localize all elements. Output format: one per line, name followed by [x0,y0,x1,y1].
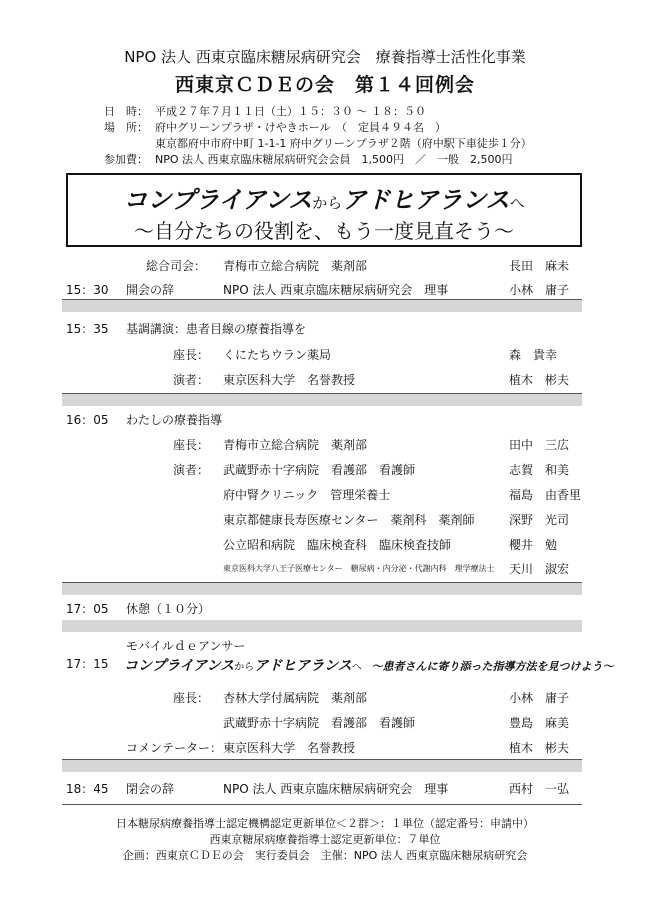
s5-talk-title [124,655,614,675]
separator-band [62,760,582,772]
s3-title: わたしの療養指導 [126,413,223,427]
s5-chair2-affiliation: 武蔵野赤十字病院 看護部 看護師 [223,716,416,730]
s2-time: 15：35 [66,322,109,336]
s2-chair-affiliation: くにたちウラン薬局 [223,348,332,362]
s3-speaker2-affiliation: 府中腎クリニック 管理栄養士 [223,488,391,502]
theme-main [68,180,580,215]
s3-chair-name: 田中 三広 [509,438,570,452]
page-title: 西東京ＣＤＥの会 第１４回例会 [174,74,475,96]
s3-speaker-label: 演者： [173,463,210,477]
s2-speaker-name: 植木 彬夫 [509,373,570,387]
separator-band [62,300,582,312]
fee-label: 参加費： [104,153,148,166]
theme-to: へ [509,194,525,212]
divider [62,804,582,805]
event-fee: NPO 法人 西東京臨床糖尿病研究会会員 1,500円 ／ 一般 2,500円 [155,153,513,166]
s1-affiliation: NPO 法人 西東京臨床糖尿病研究会 理事 [223,283,449,297]
s3-chair-label: 座長： [173,438,210,452]
s6-affiliation: NPO 法人 西東京臨床糖尿病研究会 理事 [223,782,449,796]
footer-credit-line: 日本糖尿病療養指導士認定機構認定更新単位＜２群＞：１単位（認定番号：申請中） [116,817,534,830]
s5-chair-label: 座長： [173,691,210,705]
theme-adherence: アドヒアランス [342,186,510,214]
s5-from: から [234,662,255,673]
date-label: 日 時： [104,105,148,118]
theme-from: から [312,194,343,212]
s5-chair1-name: 小林 庸子 [509,691,570,705]
mc-label: 総合司会： [146,259,207,273]
s3-time: 16：05 [66,413,109,427]
s2-chair-label: 座長： [173,348,210,362]
s2-speaker-affiliation: 東京医科大学 名誉教授 [223,373,356,387]
s2-title: 基調講演：患者目線の療養指導を [126,322,307,336]
s5-label: モバイルｄｅアンサー [126,639,246,653]
s4-title: 休憩（１０分） [126,602,211,616]
separator-band [62,394,582,406]
s3-speaker5-name: 天川 淑宏 [509,562,570,576]
s3-speaker1-affiliation: 武蔵野赤十字病院 看護部 看護師 [223,463,416,477]
s1-time: 15：30 [66,283,109,297]
s5-to: へ [351,662,362,673]
s3-speaker3-name: 深野 光司 [509,513,570,527]
theme-compliance: コンプライアンス [123,186,313,214]
s5-compliance: コンプライアンス [124,658,235,674]
s3-speaker2-name: 福島 由香里 [509,488,582,502]
s1-title: 開会の辞 [126,283,175,297]
s6-time: 18：45 [66,782,109,796]
s5-adherence: アドヒアランス [254,658,352,674]
s5-commentator-label: コメンテーター： [126,741,223,755]
mc-affiliation: 青梅市立総合病院 薬剤部 [223,259,368,273]
s5-talk-subtitle: ～患者さんに寄り添った指導方法を見つけよう～ [371,660,614,673]
footer-organizer-line: 企画：西東京ＣＤＥの会 実行委員会 主催：NPO 法人 西東京臨床糖尿病研究会 [122,849,528,862]
mc-name: 長田 麻未 [509,259,570,273]
s1-name: 小林 庸子 [509,283,570,297]
place-label: 場 所： [104,121,148,134]
theme-box [66,173,582,247]
s6-title: 閉会の辞 [126,782,175,796]
s3-speaker4-name: 櫻井 勉 [509,538,558,552]
event-address: 東京都府中市府中町 1-1-1 府中グリーンプラザ２階（府中駅下車徒歩１分） [155,137,532,150]
s3-speaker5-affiliation: 東京医科大学八王子医療センター 糖尿病・内分泌・代謝内科 理学療法士 [223,564,495,573]
s5-commentator-name: 植木 彬夫 [509,741,570,755]
s3-speaker1-name: 志賀 和美 [509,463,570,477]
theme-subtitle: ～自分たちの役割を、もう一度見直そう～ [134,219,514,243]
separator-band [62,620,582,632]
s5-time: 17：15 [66,657,109,671]
s3-speaker3-affiliation: 東京都健康長寿医療センター 薬剤科 薬剤師 [223,513,475,527]
separator-band [62,583,582,595]
s3-chair-affiliation: 青梅市立総合病院 薬剤部 [223,438,368,452]
s3-speaker4-affiliation: 公立昭和病院 臨床検査科 臨床検査技師 [223,538,452,552]
s5-chair1-affiliation: 杏林大学付属病院 薬剤部 [223,691,368,705]
s6-name: 西村 一弘 [509,782,570,796]
footer-local-credit-line: 西東京糖尿病療養指導士認定更新単位：７単位 [209,833,441,846]
event-date: 平成２７年７月１１日（土）１５：３０ ～ １８：５０ [155,105,426,118]
s2-chair-name: 森 貴幸 [509,348,558,362]
s5-commentator-affiliation: 東京医科大学 名誉教授 [223,741,356,755]
organizer-line: NPO 法人 西東京臨床糖尿病研究会 療養指導士活性化事業 [124,48,526,66]
s2-speaker-label: 演者： [173,373,210,387]
event-place: 府中グリーンプラザ・けやきホール （ 定員４９４名 ） [155,121,447,134]
s5-chair2-name: 豊島 麻美 [509,716,570,730]
s4-time: 17：05 [66,602,109,616]
